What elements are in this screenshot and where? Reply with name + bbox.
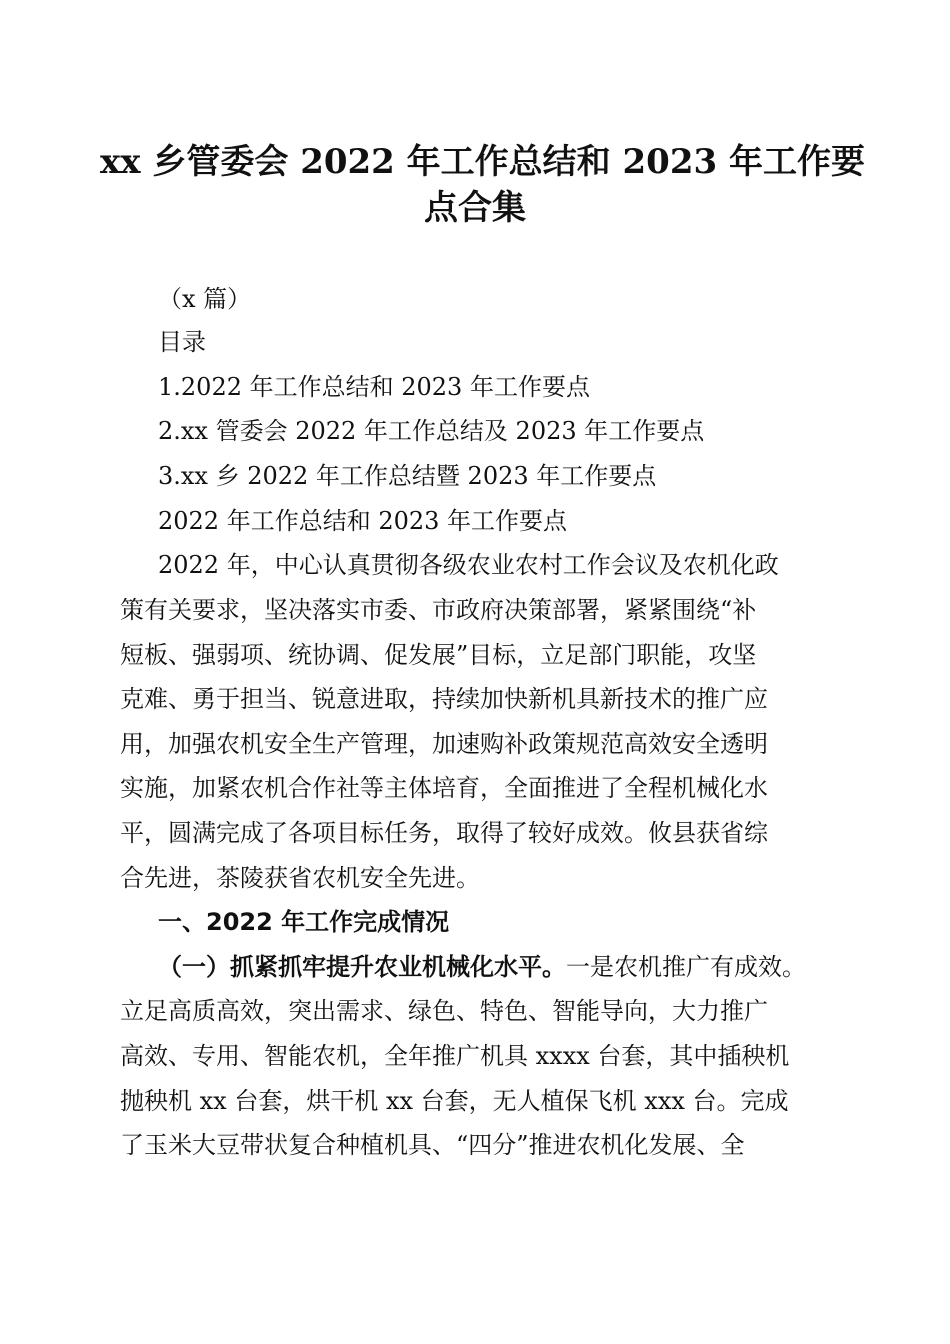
intro-line-2: 策有关要求，坚决落实市委、市政府决策部署，紧紧围绕“补	[120, 596, 757, 624]
body-line-1: 立足高质高效，突出需求、绿色、特色、智能导向，大力推广	[120, 997, 768, 1025]
section-heading: 一、2022 年工作完成情况	[158, 908, 450, 936]
toc-label: 目录	[158, 328, 206, 356]
intro-line-6: 实施，加紧农机合作社等主体培育，全面推进了全程机械化水	[120, 774, 768, 802]
sub-heading: （一）抓紧抓牢提升农业机械化水平。	[158, 953, 566, 981]
article-count: （x 篇）	[158, 285, 252, 313]
sub-heading-line	[158, 952, 806, 982]
toc-item-3: 3.xx 乡 2022 年工作总结暨 2023 年工作要点	[158, 462, 657, 490]
intro-line-3: 短板、强弱项、统协调、促发展”目标，立足部门职能，攻坚	[120, 641, 757, 669]
document-title-line-1: xx 乡管委会 2022 年工作总结和 2023 年工作要	[100, 142, 865, 182]
intro-line-4: 克难、勇于担当、锐意进取，持续加快新机具新技术的推广应	[120, 685, 768, 713]
body-line-3: 抛秧机 xx 台套，烘干机 xx 台套，无人植保飞机 xxx 台。完成	[120, 1087, 789, 1115]
intro-line-7: 平，圆满完成了各项目标任务，取得了较好成效。攸县获省综	[120, 819, 768, 847]
body-line-4: 了玉米大豆带状复合种植机具、“四分”推进农机化发展、全	[120, 1131, 745, 1159]
toc-item-1: 1.2022 年工作总结和 2023 年工作要点	[158, 373, 590, 401]
intro-line-8: 合先进，茶陵获省农机安全先进。	[120, 864, 480, 892]
section-subtitle: 2022 年工作总结和 2023 年工作要点	[158, 507, 568, 535]
body-line-2: 高效、专用、智能农机，全年推广机具 xxxx 台套，其中插秧机	[120, 1042, 790, 1070]
document-title-line-2: 点合集	[424, 188, 526, 228]
intro-line-1: 2022 年，中心认真贯彻各级农业农村工作会议及农机化政	[158, 551, 779, 579]
sub-heading-rest: 一是农机推广有成效。	[566, 953, 806, 981]
toc-item-2: 2.xx 管委会 2022 年工作总结及 2023 年工作要点	[158, 417, 705, 445]
intro-line-5: 用，加强农机安全生产管理，加速购补政策规范高效安全透明	[120, 730, 768, 758]
